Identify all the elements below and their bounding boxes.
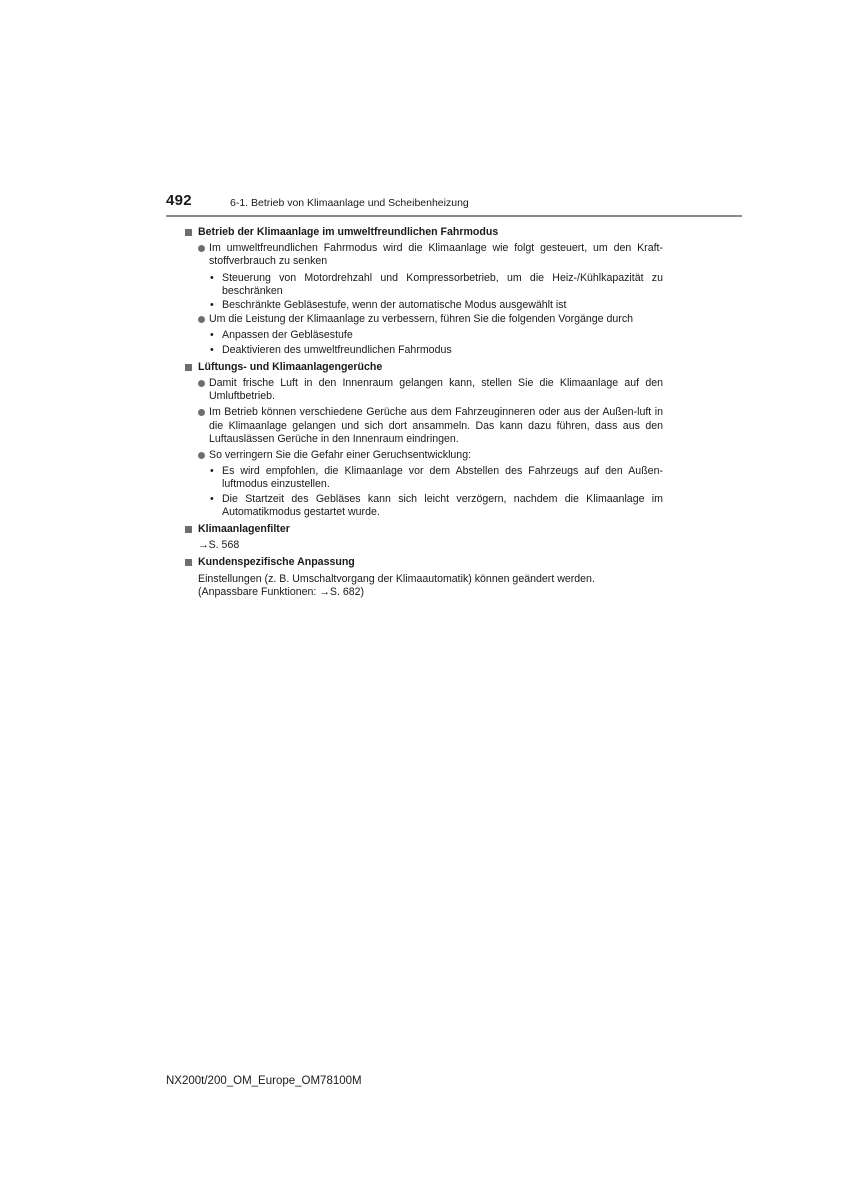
page-reference-link[interactable]: (Anpassbare Funktionen: →S. 682) — [198, 585, 365, 598]
item-text: Um die Leistung der Klimaanlage zu verbessern, führen Sie die folgenden Vorgänge durch — [209, 313, 634, 326]
circle-bullet-icon — [198, 316, 205, 323]
sub-item-text: Die Startzeit des Gebläses kann sich leicht verzögern, nachdem die Klimaanlage im Automatikmodus gestartet wurde. — [222, 492, 663, 518]
sub-item — [185, 465, 663, 491]
footer-code: NX200t/200_OM_Europe_OM78100M — [166, 1075, 362, 1087]
square-bullet-icon — [185, 229, 192, 236]
sub-item-text: Deaktivieren des umweltfreundlichen Fahrmodus — [222, 343, 452, 356]
chapter-title: 6-1. Betrieb von Klimaanlage und Scheibenheizung — [230, 197, 469, 209]
section-title-text: Betrieb der Klimaanlage im umweltfreundlichen Fahrmodus — [198, 226, 499, 238]
paragraph: Einstellungen (z. B. Umschaltvorgang der Klimaautomatik) können geändert werden. — [198, 572, 595, 585]
section-title — [185, 523, 663, 536]
sub-item-text: Anpassen der Gebläsestufe — [222, 329, 353, 342]
square-bullet-icon — [185, 559, 192, 566]
section-title — [185, 226, 663, 239]
dot-bullet-icon: • — [210, 465, 214, 478]
dot-bullet-icon: • — [210, 343, 214, 356]
list-item — [185, 406, 663, 446]
section-title-text: Lüftungs- und Klimaanlagengerüche — [198, 360, 383, 373]
page-header — [166, 192, 742, 216]
list-item — [185, 449, 663, 462]
section-title-text: Kundenspezifische Anpassung — [198, 556, 355, 569]
header-divider — [166, 215, 742, 217]
circle-bullet-icon — [198, 380, 205, 387]
list-item — [185, 313, 663, 326]
dot-bullet-icon: • — [210, 271, 214, 284]
page-number: 492 — [166, 192, 192, 209]
list-item — [185, 377, 663, 403]
circle-bullet-icon — [198, 452, 205, 459]
item-text: Im Betrieb können verschiedene Gerüche aus dem Fahrzeuginneren oder aus der Außen-luft in die Klimaanlage gelangen und sich dort ansammeln. Das kann dazu führen, dass aus den Luftauslässen Gerüche in den Innenraum eindringen. — [209, 406, 663, 445]
sub-item-text: Steuerung von Motordrehzahl und Kompressorbetrieb, um die Heiz-/Kühlkapazität zu beschränken — [222, 271, 663, 297]
section-eco-mode — [185, 226, 663, 357]
dot-bullet-icon: • — [210, 299, 214, 312]
section-customization — [185, 556, 663, 599]
square-bullet-icon — [185, 364, 192, 371]
dot-bullet-icon: • — [210, 492, 214, 505]
sub-item — [185, 299, 663, 312]
sub-item-text: Beschränkte Gebläsestufe, wenn der automatische Modus ausgewählt ist — [222, 299, 567, 312]
section-odors — [185, 361, 663, 519]
circle-bullet-icon — [198, 409, 205, 416]
dot-bullet-icon: • — [210, 329, 214, 342]
section-title-text: Klimaanlagenfilter — [198, 523, 290, 536]
section-filter — [185, 523, 663, 552]
square-bullet-icon — [185, 526, 192, 533]
sub-item — [185, 344, 663, 357]
item-text: So verringern Sie die Gefahr einer Geruchsentwicklung: — [209, 449, 472, 462]
circle-bullet-icon — [198, 245, 205, 252]
sub-item — [185, 272, 663, 298]
section-title — [185, 556, 663, 569]
sub-item-text: Es wird empfohlen, die Klimaanlage vor dem Abstellen des Fahrzeugs auf den Außen-luftmodus einzustellen. — [222, 465, 663, 491]
item-text: Im umweltfreundlichen Fahrmodus wird die Klimaanlage wie folgt gesteuert, um den Kraft-stoffverbrauch zu senken — [209, 242, 663, 268]
page-reference-link[interactable]: →S. 568 — [198, 539, 240, 552]
sub-item — [185, 493, 663, 519]
list-item — [185, 242, 663, 268]
sub-item — [185, 329, 663, 342]
section-title — [185, 361, 663, 374]
page-content — [185, 226, 663, 603]
item-text: Damit frische Luft in den Innenraum gelangen kann, stellen Sie die Klimaanlage auf den Umluftbetrieb. — [209, 377, 663, 403]
